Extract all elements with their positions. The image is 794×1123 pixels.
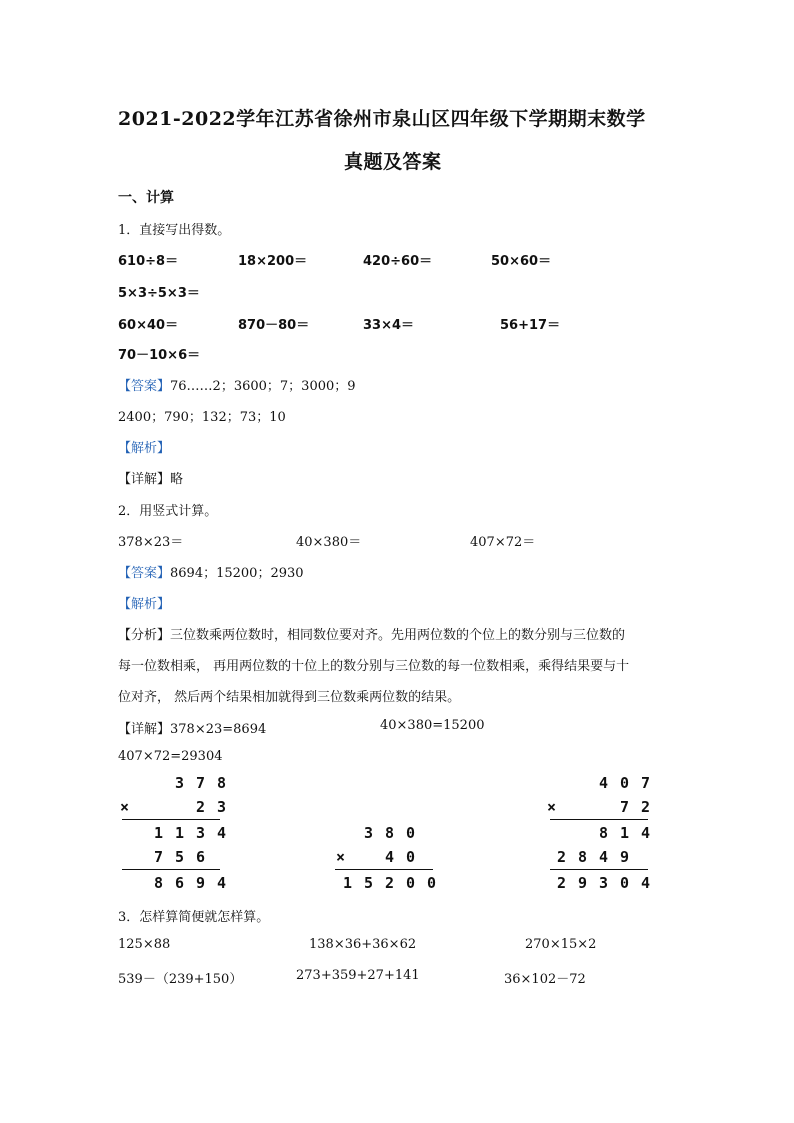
detail-tag: 【详解】 bbox=[118, 722, 171, 737]
q2-fenxi-line1 bbox=[118, 624, 625, 643]
fenxi-text: 三位数乘两位数时，相同数位要对齐。先用两位数的个位上的数分别与三位数的 bbox=[170, 628, 626, 643]
digit: 4 bbox=[640, 874, 651, 892]
digit: 6 bbox=[195, 848, 206, 866]
q2-detail-b: 40×380=15200 bbox=[380, 718, 485, 733]
digit: 2 bbox=[640, 798, 651, 816]
vc1-partial-1 bbox=[148, 824, 232, 842]
digit: 0 bbox=[405, 824, 416, 842]
q1-item: 70－10×6＝ bbox=[118, 348, 201, 363]
digit: 5 bbox=[363, 874, 374, 892]
q2-detail-c: 407×72=29304 bbox=[118, 749, 223, 764]
q3-item: 270×15×2 bbox=[525, 937, 597, 952]
document-title-line1: 2021-2022学年江苏省徐州市泉山区四年级下学期期末数学 bbox=[118, 108, 646, 130]
digit: 8 bbox=[153, 874, 164, 892]
document-title-line2: 真题及答案 bbox=[344, 151, 442, 173]
vc1-line-2 bbox=[122, 869, 220, 870]
digit: 1 bbox=[342, 874, 353, 892]
digit: 0 bbox=[405, 874, 416, 892]
digit: 0 bbox=[426, 874, 437, 892]
question-2-stem: 2．用竖式计算。 bbox=[118, 504, 218, 519]
multiply-sign: × bbox=[547, 798, 557, 816]
digit: 7 bbox=[195, 774, 206, 792]
detail-text: 略 bbox=[170, 472, 184, 487]
analysis-tag: 【解析】 bbox=[118, 597, 171, 612]
digit: 1 bbox=[619, 824, 630, 842]
vc3-line-2 bbox=[550, 869, 648, 870]
vc2-multiplier bbox=[379, 848, 421, 866]
analysis-tag: 【解析】 bbox=[118, 441, 171, 456]
q1-item: 33×4＝ bbox=[363, 318, 415, 333]
digit: 8 bbox=[384, 824, 395, 842]
q1-item: 60×40＝ bbox=[118, 318, 179, 333]
digit: 2 bbox=[556, 848, 567, 866]
answer-text: 8694；15200；2930 bbox=[170, 566, 304, 581]
detail-text: 378×23=8694 bbox=[170, 722, 267, 737]
digit: 8 bbox=[598, 824, 609, 842]
section-heading: 一、计算 bbox=[118, 190, 174, 206]
digit: 9 bbox=[577, 874, 588, 892]
digit: 4 bbox=[216, 824, 227, 842]
digit: 3 bbox=[174, 774, 185, 792]
q3-item: 36×102－72 bbox=[504, 972, 586, 987]
q1-item: 5×3÷5×3＝ bbox=[118, 286, 200, 301]
vc1-multiplicand bbox=[169, 774, 232, 792]
q1-detail bbox=[118, 468, 183, 487]
question-3-stem: 3．怎样算简便就怎样算。 bbox=[118, 910, 270, 925]
answer-tag: 【答案】 bbox=[118, 566, 171, 581]
question-1-stem: 1．直接写出得数。 bbox=[118, 223, 231, 238]
q1-item: 18×200＝ bbox=[238, 254, 308, 269]
digit: 8 bbox=[216, 774, 227, 792]
digit: 2 bbox=[195, 798, 206, 816]
multiply-sign: × bbox=[120, 798, 130, 816]
digit: 3 bbox=[216, 798, 227, 816]
q2-fenxi-line3: 位对齐， 然后两个结果相加就得到三位数乘两位数的结果。 bbox=[118, 690, 461, 705]
q1-answer-line2: 2400；790；132；73；10 bbox=[118, 410, 286, 425]
q1-item: 420÷60＝ bbox=[363, 254, 433, 269]
digit: 3 bbox=[195, 824, 206, 842]
vc2-line bbox=[335, 869, 433, 870]
digit: 7 bbox=[153, 848, 164, 866]
digit: 4 bbox=[640, 824, 651, 842]
vc1-result bbox=[148, 874, 232, 892]
vc1-multiplier bbox=[190, 798, 232, 816]
answer-tag: 【答案】 bbox=[118, 379, 171, 394]
q1-answer bbox=[118, 375, 356, 394]
digit: 3 bbox=[363, 824, 374, 842]
digit: 7 bbox=[640, 774, 651, 792]
detail-tag: 【详解】 bbox=[118, 472, 171, 487]
vc2-result bbox=[337, 874, 442, 892]
digit: 9 bbox=[195, 874, 206, 892]
digit: 4 bbox=[598, 774, 609, 792]
q2-item: 40×380＝ bbox=[296, 535, 362, 550]
vc3-multiplier bbox=[614, 798, 656, 816]
multiply-sign: × bbox=[336, 848, 346, 866]
fenxi-tag: 【分析】 bbox=[118, 628, 171, 643]
q2-item: 378×23＝ bbox=[118, 535, 184, 550]
q3-item: 273+359+27+141 bbox=[296, 968, 420, 983]
q1-item: 50×60＝ bbox=[491, 254, 552, 269]
q2-fenxi-line2: 每一位数相乘， 再用两位数的十位上的数分别与三位数的每一位数相乘，乘得结果要与十 bbox=[118, 659, 630, 674]
q1-item: 610÷8＝ bbox=[118, 254, 179, 269]
q2-answer bbox=[118, 562, 304, 581]
digit: 1 bbox=[153, 824, 164, 842]
answer-text: 76……2；3600；7；3000；9 bbox=[170, 379, 356, 394]
q2-item: 407×72＝ bbox=[470, 535, 536, 550]
digit: 0 bbox=[619, 874, 630, 892]
vc3-result bbox=[551, 874, 656, 892]
digit: 5 bbox=[174, 848, 185, 866]
digit: 2 bbox=[556, 874, 567, 892]
digit: 8 bbox=[577, 848, 588, 866]
q3-item: 138×36+36×62 bbox=[309, 937, 417, 952]
vc3-multiplicand bbox=[593, 774, 656, 792]
vc3-partial-2 bbox=[551, 848, 635, 866]
vc2-multiplicand bbox=[358, 824, 421, 842]
q3-item: 125×88 bbox=[118, 937, 171, 952]
digit: 7 bbox=[619, 798, 630, 816]
digit: 4 bbox=[384, 848, 395, 866]
q1-item: 56+17＝ bbox=[500, 318, 561, 333]
vc1-line-1 bbox=[122, 819, 220, 820]
q2-detail-line1 bbox=[118, 718, 266, 737]
digit: 9 bbox=[619, 848, 630, 866]
digit: 4 bbox=[598, 848, 609, 866]
vc3-line-1 bbox=[550, 819, 648, 820]
vc3-partial-1 bbox=[593, 824, 656, 842]
digit: 2 bbox=[384, 874, 395, 892]
q1-item: 870－80＝ bbox=[238, 318, 310, 333]
digit: 6 bbox=[174, 874, 185, 892]
digit: 1 bbox=[174, 824, 185, 842]
digit: 0 bbox=[619, 774, 630, 792]
digit: 3 bbox=[598, 874, 609, 892]
digit: 4 bbox=[216, 874, 227, 892]
q3-item: 539－（239+150） bbox=[118, 972, 243, 987]
digit: 0 bbox=[405, 848, 416, 866]
vc1-partial-2 bbox=[148, 848, 211, 866]
